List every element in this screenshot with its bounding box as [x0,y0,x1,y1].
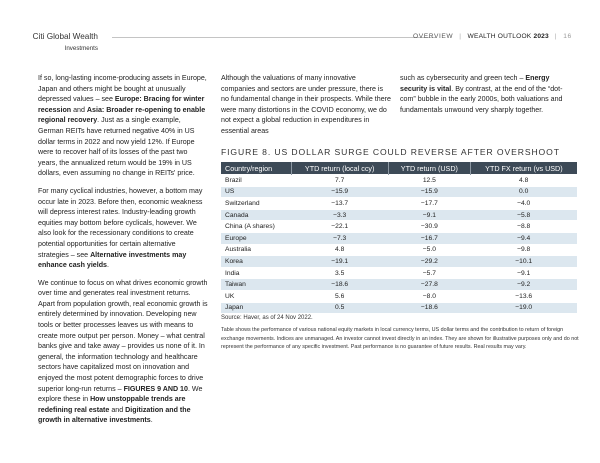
value-cell: −19.1 [291,256,388,268]
country-cell: Switzerland [221,198,291,210]
value-cell: −13.6 [470,290,577,302]
value-cell: −13.7 [291,198,388,210]
country-cell: US [221,186,291,198]
paragraph: We continue to focus on what drives economic growth over time and generates real investment returns. Apart from population growth, real economic growth is entirely determined by innovation. Developing new tools or better processes leaves us with means to create more output per person. Money – what central banks give and take away – provides us none of it. In general, the information technology and healthcare sectors have capitalized most on innovation and enjoyed the most potent demographic forces to drive superior long-run returns – FIGURES 9 AND 10. We explore these in How unstoppable trends are redefining real estate and Digitization and the growth in alternative investments. [38,278,208,425]
publication-title: WEALTH OUTLOOK 2023 [467,33,549,40]
value-cell: −5.8 [470,209,577,221]
country-cell: Canada [221,209,291,221]
table-row [221,232,577,244]
paragraph: If so, long-lasting income-producing assets in Europe, Japan and others might be bought at unusually depressed values – see Europe: Bracing for winter recession and Asia: Broader re-opening to enable regional recovery. Just as a single example, German REITs have returned negative 40% in US dollar terms in 2022 and now yield 12%. If Europe were to recover half of its losses of the past two years, the annualized return would be 19% in US dollars, even assuming no change in REITs' price. [38,74,207,178]
country-cell: China (A shares) [221,221,291,233]
figures-reference: FIGURES 9 AND 10 [123,384,188,393]
text-column-3 [400,73,570,122]
table-row [221,186,577,198]
value-cell: −30.9 [388,221,470,233]
value-cell: −22.1 [291,221,388,233]
value-cell: −29.2 [388,256,470,268]
header-divider [112,37,436,38]
value-cell: −9.1 [388,209,470,221]
column-header: YTD return (local ccy) [291,162,388,175]
column-header: Country/region [221,162,291,175]
country-cell: UK [221,290,291,302]
table-row [221,244,577,256]
country-cell: Taiwan [221,279,291,291]
brand-subname: Investments [64,45,98,52]
country-cell: Europe [221,232,291,244]
value-cell: −18.6 [291,279,388,291]
value-cell: −5.7 [388,267,470,279]
table-row [221,256,577,268]
returns-table [221,162,577,314]
table-row [221,290,577,302]
brand-name: Citi Global Wealth [32,32,98,41]
table-row [221,175,577,187]
value-cell: −9.8 [470,244,577,256]
value-cell: 5.6 [291,290,388,302]
country-cell: Japan [221,302,291,314]
value-cell: −3.3 [291,209,388,221]
value-cell: −15.9 [388,186,470,198]
country-cell: Australia [221,244,291,256]
link-alternative-investments[interactable]: Alternative investments may enhance cash yields [38,250,187,270]
value-cell: −4.0 [470,198,577,210]
link-real-estate[interactable]: How unstoppable trends are redefining real estate [38,395,186,414]
value-cell: −10.1 [470,256,577,268]
value-cell: 3.5 [291,267,388,279]
value-cell: 0.5 [291,302,388,314]
text-column-2 [221,73,391,144]
value-cell: 4.8 [470,175,577,187]
column-header: YTD return (USD) [388,162,470,175]
value-cell: −15.9 [291,186,388,198]
source-note: Source: Haver, as of 24 Nov 2022. [221,315,313,321]
value-cell: −27.8 [388,279,470,291]
link-digitization[interactable]: Digitization and the growth in alternative investments [38,405,191,425]
value-cell: 0.0 [470,186,577,198]
link-energy-security[interactable]: Energy security is vital [400,74,550,93]
value-cell: −9.4 [470,232,577,244]
country-cell: Korea [221,256,291,268]
table-header-row [221,162,577,175]
value-cell: −7.3 [291,232,388,244]
running-header [413,33,572,40]
disclaimer: Table shows the performance of various national equity markets in local currency terms, US dollar terms and the contribution to return of foreign exchange movements. Indices are unmanaged. An investor cannot invest directly in an index. They are shown for illustrative purposes only and do not represent the performance of any specific investment. Past performance is no guarantee of future results. Real results may vary. [221,327,579,351]
page-number: 16 [563,33,572,40]
table-row [221,267,577,279]
paragraph: For many cyclical industries, however, a bottom may occur late in 2023. Before then, economic weakness will depress interest rates. Industry-leading growth equities may bottom before cyclicals, however. We also look for the recessionary conditions to create potential opportunities for certain alternative strategies – see Alternative investments may enhance cash yields. [38,186,203,270]
column-header: YTD FX return (vs USD) [470,162,577,175]
link-asia[interactable]: Asia: Broader re-opening to enable regional recovery [38,105,206,125]
value-cell: 12.5 [388,175,470,187]
table-row [221,221,577,233]
table-row [221,209,577,221]
value-cell: −9.2 [470,279,577,291]
value-cell: −17.7 [388,198,470,210]
table-row [221,302,577,314]
figure-title: FIGURE 8. US DOLLAR SURGE COULD REVERSE AFTER OVERSHOOT [221,147,560,157]
paragraph: Although the valuations of many innovative companies and sectors are under pressure, there is no fundamental change in their prospects. While there were many distortions in the COVID economy, we do not expect a global reduction in expenditures in essential areas [221,74,391,135]
value-cell: −18.6 [388,302,470,314]
value-cell: −19.0 [470,302,577,314]
table-row [221,198,577,210]
value-cell: 7.7 [291,175,388,187]
value-cell: −8.0 [388,290,470,302]
table-row [221,279,577,291]
paragraph: such as cybersecurity and green tech – Energy security is vital. By contrast, at the end of the “dot-com” bubble in the early 2000s, both valuations and fundamentals unwound very sharply together. [400,74,563,114]
value-cell: −5.0 [388,244,470,256]
section-label: OVERVIEW [413,33,454,40]
value-cell: −8.8 [470,221,577,233]
value-cell: −9.1 [470,267,577,279]
text-column-1 [38,73,208,433]
separator: | [459,33,462,40]
value-cell: 4.8 [291,244,388,256]
country-cell: India [221,267,291,279]
separator: | [554,33,558,40]
country-cell: Brazil [221,175,291,187]
link-europe[interactable]: Europe: Bracing for winter recession [38,95,205,114]
value-cell: −16.7 [388,232,470,244]
